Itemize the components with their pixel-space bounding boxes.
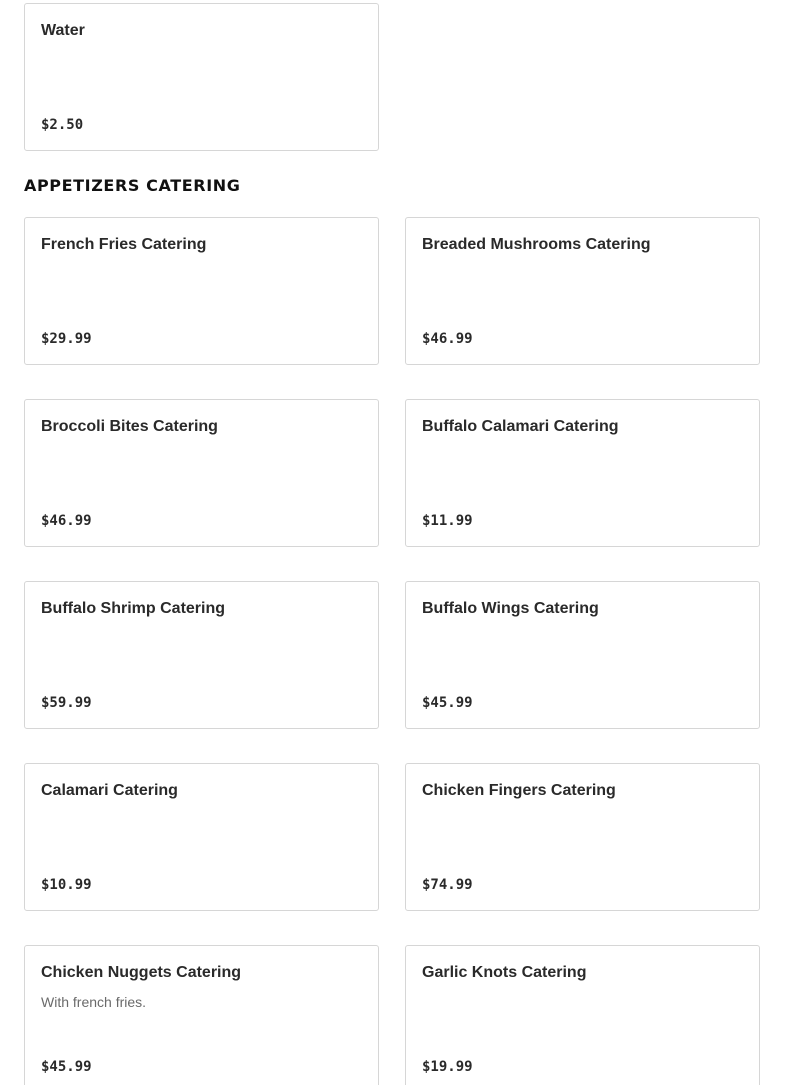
menu-item-card[interactable] [24,763,379,911]
menu-item-price: $46.99 [41,513,92,529]
menu-item-card[interactable] [405,399,760,547]
menu-item-name: Calamari Catering [41,782,178,799]
menu-item-price: $2.50 [41,117,84,133]
menu-item-price: $74.99 [422,877,473,893]
menu-item-price: $19.99 [422,1059,473,1075]
menu-item-name: Buffalo Shrimp Catering [41,600,226,617]
menu-item-card[interactable] [405,581,760,729]
menu-item-name: Buffalo Calamari Catering [422,418,619,435]
menu-item-price: $11.99 [422,513,473,529]
menu-item-name: Water [41,22,85,39]
menu-item-name: Breaded Mushrooms Catering [422,236,651,253]
menu-item-name: Garlic Knots Catering [422,964,587,981]
menu-item-card[interactable] [24,581,379,729]
section-title: APPETIZERS CATERING [24,176,241,195]
menu-item-price: $45.99 [422,695,473,711]
menu-item-card[interactable] [24,945,379,1085]
menu-item-card[interactable] [24,399,379,547]
menu-item-price: $10.99 [41,877,92,893]
menu-item-card[interactable] [405,217,760,365]
menu-item-card-water[interactable] [24,3,379,151]
menu-item-name: Chicken Nuggets Catering [41,964,242,981]
menu-item-description: With french fries. [41,994,147,1010]
menu-item-price: $45.99 [41,1059,92,1075]
menu-item-name: Buffalo Wings Catering [422,600,599,617]
menu-item-price: $29.99 [41,331,92,347]
menu-item-card[interactable] [405,945,760,1085]
menu-item-name: French Fries Catering [41,236,207,253]
menu-item-price: $59.99 [41,695,92,711]
menu-item-name: Broccoli Bites Catering [41,418,218,435]
menu-item-card[interactable] [24,217,379,365]
menu-item-card[interactable] [405,763,760,911]
menu-item-name: Chicken Fingers Catering [422,782,616,799]
menu-item-price: $46.99 [422,331,473,347]
